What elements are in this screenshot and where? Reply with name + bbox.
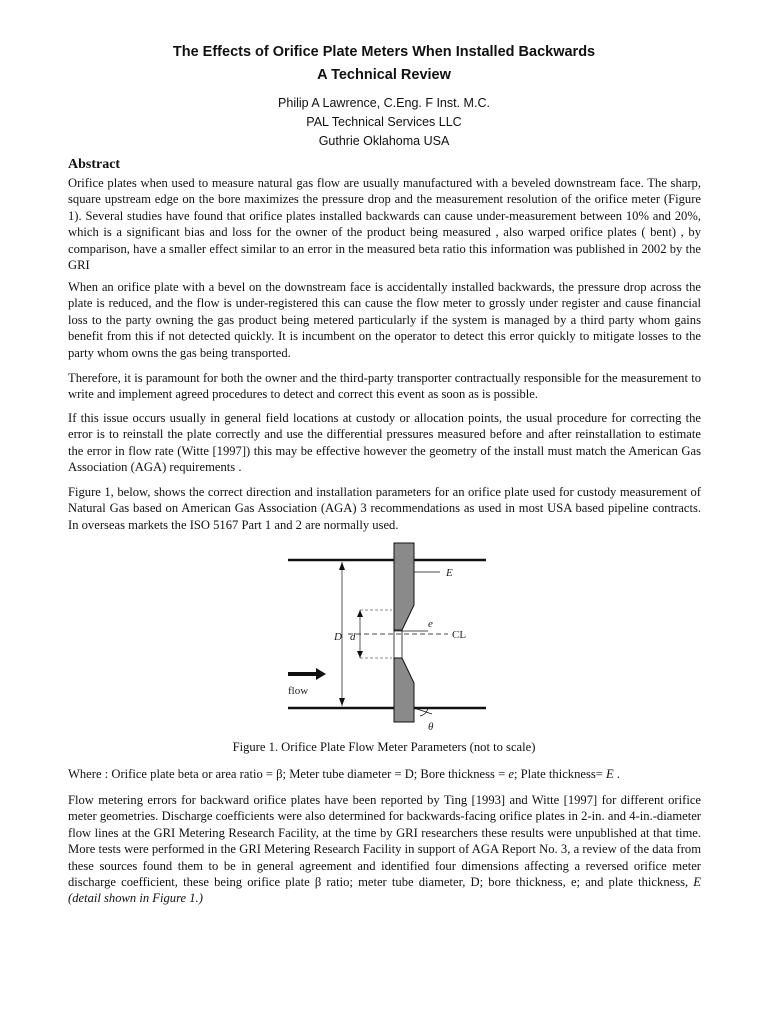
abstract-paragraph-3: Therefore, it is paramount for both the owner and the third-party transporter contractually responsible for the measurement to write and implement agreed procedures to detect and correct this event as soon as is possible. (68, 371, 701, 402)
centerline-label: CL (452, 629, 467, 641)
where-plate-symbol: E (606, 767, 614, 781)
flow-label: flow (288, 685, 309, 697)
final-paragraph-text: Flow metering errors for backward orifice plates have been reported by Ting [1993] and Witte [1997] for different orifice meter geometries. Discharge coefficients were also determined for backwards-facing orifice plates in 2-in. and 4-in.-diameter flow lines at the GRI Metering Research Facility, at the time by GRI researchers these results were unpublished at that time. More tests were performed in the GRI Metering Research Facility in support of AGA Report No. 3, a review of the data from these sources found them to be in general agreement and identified four dimensions affecting a reversed orifice meter discharge coefficient, these being orifice plate β ratio; meter tube diameter, D; bore thickness, e; and plate thickness, (68, 793, 701, 890)
company-line: PAL Technical Services LLC (306, 115, 462, 129)
author-line: Philip A Lawrence, C.Eng. F Inst. M.C. (278, 96, 490, 110)
flow-arrow-head (316, 668, 326, 680)
orifice-plate-diagram (280, 540, 500, 735)
plate-thickness-label: E (446, 567, 453, 579)
abstract-paragraph-4: If this issue occurs usually in general field locations at custody or allocation points, the usual procedure for correcting the error is to reinstall the plate correctly and use the differential pressures measured before and after reinstallation to estimate the error in flow rate (Witte [1997]) this may be effective however the geometry of the install must match the American Gas Association (AGA) requirements . (68, 411, 701, 475)
figure-caption: Figure 1. Orifice Plate Flow Meter Parameters (not to scale) (232, 740, 536, 754)
where-prefix: Where : Orifice plate beta or area ratio = β; Meter tube diameter = D; Bore thickness = (68, 767, 509, 781)
where-line (68, 767, 708, 782)
pipe-diameter-arrow-top (339, 562, 345, 570)
bore-thickness-label: e (428, 618, 433, 630)
where-mid: ; Plate thickness= (513, 767, 607, 781)
abstract-heading: Abstract (68, 157, 121, 172)
where-suffix: . (613, 767, 621, 781)
location-line: Guthrie Oklahoma USA (318, 134, 450, 148)
orifice-plate-upper (394, 543, 414, 630)
orifice-plate-figure (280, 540, 500, 735)
bore-diameter-arrow-top (357, 610, 363, 617)
final-detail-note: (detail shown in Figure 1.) (68, 891, 203, 906)
abstract-paragraph-2: When an orifice plate with a bevel on the downstream face is accidentally installed backwards, the pressure drop across the plate is reduced, and the flow is under-registered this can cause the flow meter to grossly under register and cause financial loss to the party owning the gas product being metered particularly if the system is managed by a third party whom gains benefit from this if not detected quickly. It is incumbent on the operator to detect this error quickly to mitigate losses to the party whom owns the gas being transported. (68, 280, 701, 360)
bore-diameter-arrow-bottom (357, 651, 363, 658)
orifice-plate-lower (394, 658, 414, 722)
abstract-paragraph-1: Orifice plates when used to measure natural gas flow are usually manufactured with a beveled downstream face. The sharp, square upstream edge on the bore maximizes the pressure drop and the measurement resolution of the orifice meter (Figure 1). Several studies have found that orifice plates installed backwards can cause under-measurement between 10% and 20%, which is a significant bias and loss for the owner of the product being measured , also warped orifice plates ( bent) , by comparison, have a smaller effect similar to an error in the measured beta ratio this information was published in 2002 by the GRI (68, 176, 701, 273)
abstract-paragraph-5: Figure 1, below, shows the correct direction and installation parameters for an orifice plate used for custody measurement of Natural Gas based on American Gas Association (AGA) 3 recommendations as used in most USA based pipeline contracts. In overseas markets the ISO 5167 Part 1 and 2 are normally used. (68, 485, 701, 532)
bevel-angle-label: θ (428, 721, 434, 733)
paper-subtitle: A Technical Review (317, 67, 451, 83)
pipe-diameter-label: D (334, 631, 342, 643)
pipe-diameter-arrow-bottom (339, 698, 345, 706)
paper-title: The Effects of Orifice Plate Meters When Installed Backwards (172, 44, 596, 60)
final-plate-symbol: E (693, 875, 701, 890)
bore-diameter-label: d (350, 631, 356, 643)
final-paragraph (68, 792, 701, 907)
where-bore-symbol: e (508, 767, 514, 781)
